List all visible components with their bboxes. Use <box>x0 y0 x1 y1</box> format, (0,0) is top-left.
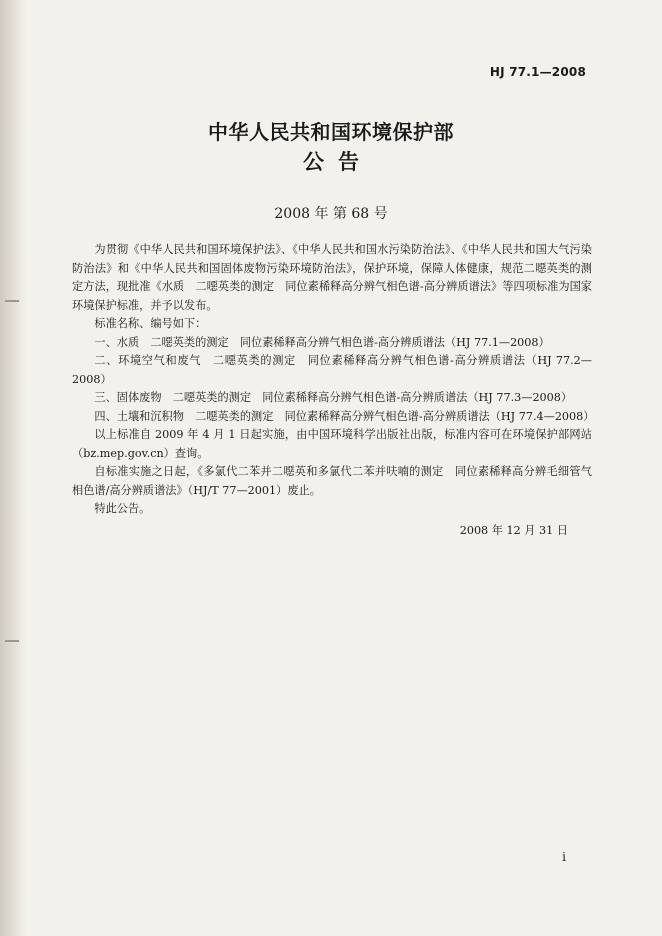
implementation-paragraph: 以上标准自 2009 年 4 月 1 日起实施，由中国环境科学出版社出版，标准内容可在环境保护部网站（bz.mep.gov.cn）查询。 <box>72 428 592 460</box>
standard-item: 三、固体废物 二噁英类的测定 同位素稀释高分辨气相色谱-高分辨质谱法（HJ 77.3—2008） <box>94 391 573 404</box>
standard-item: 四、土壤和沉积物 二噁英类的测定 同位素稀释高分辨气相色谱-高分辨质谱法（HJ 77.4—2008） <box>94 409 595 423</box>
standard-item: 一、水质 二噁英类的测定 同位素稀释高分辨气相色谱-高分辨质谱法（HJ 77.1—2008） <box>94 335 550 349</box>
announcement-date: 2008 年 12 月 31 日 <box>459 524 568 537</box>
list-heading: 标准名称、编号如下： <box>94 317 207 330</box>
issue-number: 2008 年 第 68 号 <box>274 206 388 222</box>
standard-item: 二、环境空气和废气 二噁英类的测定 同位素稀释高分辨气相色谱-高分辨质谱法（HJ 77.2—2008） <box>72 354 592 386</box>
closing-line: 特此公告。 <box>94 502 151 515</box>
page-number: i <box>562 850 566 864</box>
issuing-organization: 中华人民共和国环境保护部 <box>208 120 454 144</box>
standard-code: HJ 77.1—2008 <box>489 65 586 79</box>
intro-paragraph: 为贯彻《中华人民共和国环境保护法》、《中华人民共和国水污染防治法》、《中华人民共和国大气污染防治法》和《中华人民共和国固体废物污染环境防治法》，保护环境，保障人体健康，规范二噁英类的测定方法，现批准《水质 二噁英类的测定 同位素稀释高分辨气相色谱-高分辨质谱法》等四项标准为国家环境保护标准，并予以发布。 <box>72 243 592 312</box>
announcement-body <box>72 241 595 519</box>
repeal-paragraph: 自标准实施之日起，《多氯代二苯并二噁英和多氯代二苯并呋喃的测定 同位素稀释高分辨毛细管气相色谱/高分辨质谱法》（HJ/T 77—2001）废止。 <box>72 465 592 497</box>
document-type-title: 公告 <box>303 150 373 174</box>
